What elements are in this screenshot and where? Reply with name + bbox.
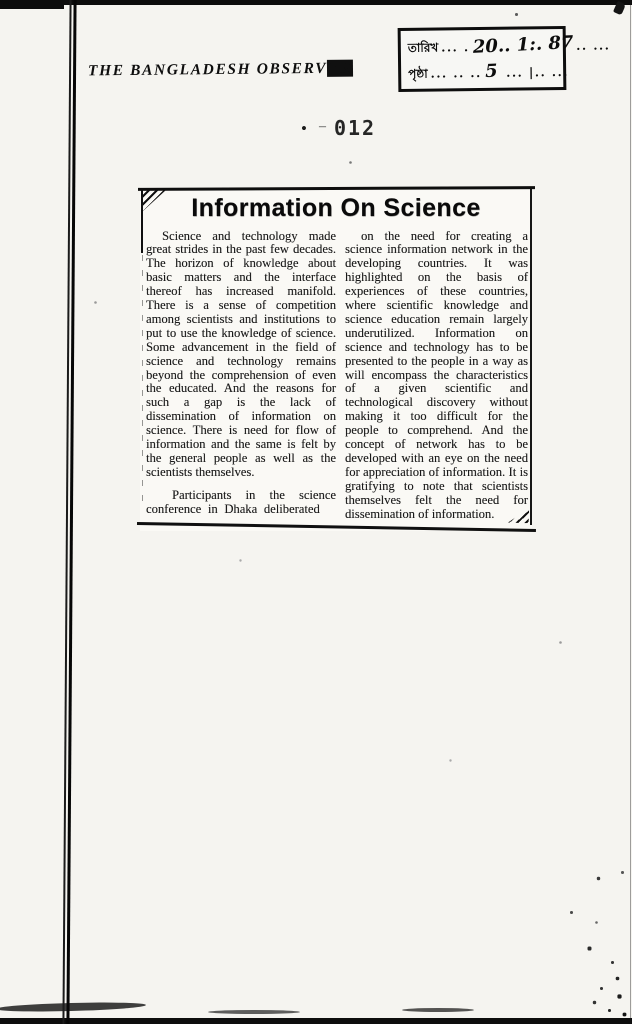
masthead-smudged-text: ER — [328, 59, 353, 77]
stamp-date-row — [407, 32, 611, 60]
stamp-page-value: 5 — [484, 60, 498, 83]
frame-number: 012 — [333, 116, 377, 140]
newspaper-clipping — [140, 187, 532, 531]
clipping-border-left — [141, 189, 143, 253]
frame-number-dash: – — [318, 119, 326, 134]
scan-edge-top-left — [0, 0, 64, 9]
masthead-text: THE BANGLADESH OBSERV — [87, 59, 328, 80]
article-column-left — [146, 230, 336, 522]
stamp-page-row — [408, 60, 570, 86]
scan-edge-right — [630, 0, 631, 1024]
article-column-right — [345, 230, 528, 522]
article-paragraph: Science and technology made great strides in the past few decades. The horizon of knowledge about basic matters and the interface thereof has increased manifold. There is a sense of competition among scientists and institutions to put to use the knowledge of science. Some advancement in the field of science and technology remains beyond the comprehension of even the educated. And the reasons for such a gap is the lack of dissemination of information on science. There is need for flow of information and the same is felt by the general people as well as the scientists themselves. — [146, 228, 336, 479]
scan-noise-specks — [0, 0, 1, 1]
scan-smudge — [402, 1008, 474, 1012]
stamp-date-label: তারিখ — [407, 40, 439, 55]
newspaper-masthead — [88, 60, 353, 81]
scan-edge-top — [0, 0, 632, 5]
clipping-border-bottom — [137, 522, 536, 532]
clipping-cut-edge-left — [142, 255, 143, 507]
clipping-border-right — [530, 189, 532, 525]
clipping-border-top — [138, 186, 535, 191]
scan-smudge — [0, 1001, 146, 1013]
article-columns — [140, 228, 532, 522]
frame-number-bullet: • — [301, 118, 307, 138]
stamp-leader-dots: ... . — [441, 40, 470, 55]
stamp-trailer-dots: ... |.. ... — [506, 64, 570, 80]
article-headline: Information On Science — [191, 194, 481, 222]
scan-edge-bottom — [0, 1018, 632, 1024]
frame-number-mark — [301, 116, 376, 140]
scan-smudge — [208, 1010, 300, 1014]
stamp-leader-dots: ... .. .. — [430, 66, 482, 81]
date-stamp-box — [398, 26, 611, 92]
article-paragraph: on the need for creating a science information network in the developing countries. It was highlighted on the basis of experiences of these countries, where scientific knowledge and science education remain largely underutilized. Information on science and technology has to be presented to the people in a way as will encompass the characteristics of a given scientific and technological discovery without making it too difficult for the people to comprehend. And the concept of network has to be developed with an eye on the need for appreciation of information. It is gratifying to note that scientists themselves felt the need for dissemination of information. — [345, 228, 528, 521]
binding-spine-line — [62, 0, 78, 1024]
stamp-trailer-dots: .. ... — [576, 38, 611, 53]
stamp-date-value: 20.. 1:. 87 — [472, 32, 574, 58]
stamp-page-label: পৃষ্ঠা — [408, 66, 428, 81]
article-paragraph: Participants in the science conference in Dhaka deliberated — [146, 487, 336, 516]
